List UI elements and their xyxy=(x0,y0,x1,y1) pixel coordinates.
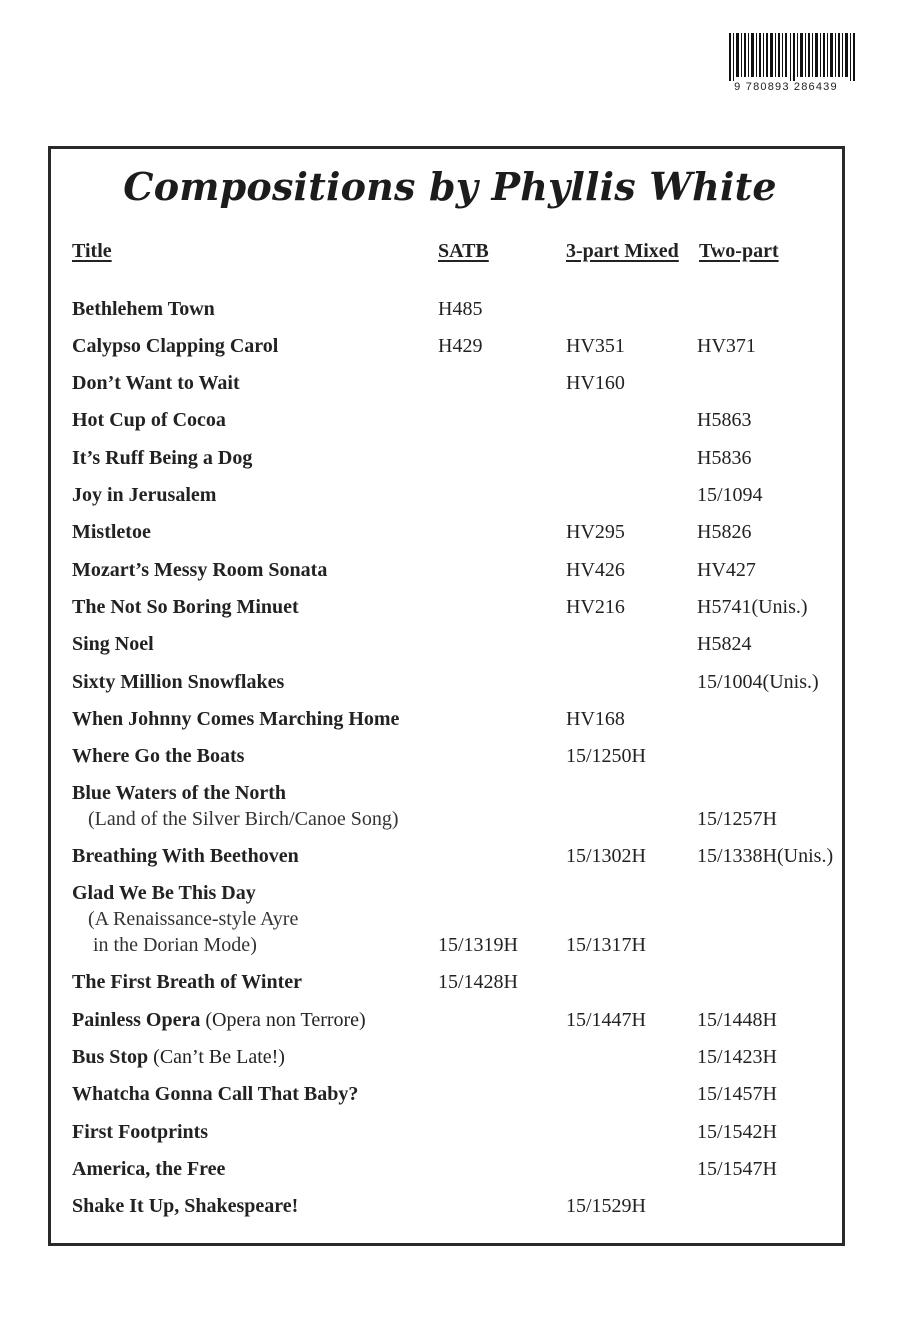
barcode xyxy=(729,33,857,93)
composition-title-text: Hot Cup of Cocoa xyxy=(72,409,226,431)
two-part-code: H5824 xyxy=(697,633,752,655)
two-part-code: HV427 xyxy=(697,559,756,581)
composition-title-text: Whatcha Gonna Call That Baby? xyxy=(72,1083,359,1105)
three-part-code: HV426 xyxy=(566,559,625,581)
composition-title-text: Sixty Million Snowflakes xyxy=(72,671,285,693)
two-part-code: 15/1423H xyxy=(697,1046,777,1068)
composition-subtitle: (Opera non Terrore) xyxy=(200,1009,366,1031)
column-header-satb: SATB xyxy=(438,240,489,262)
two-part-code: 15/1542H xyxy=(697,1121,777,1143)
barcode-bars xyxy=(729,33,857,81)
composition-title-text: Mistletoe xyxy=(72,521,151,543)
satb-code: H429 xyxy=(438,335,483,357)
three-part-code: HV160 xyxy=(566,372,625,394)
composition-subtitle: in the Dorian Mode) xyxy=(93,934,257,956)
two-part-code: HV371 xyxy=(697,335,756,357)
composition-title-text: Shake It Up, Shakespeare! xyxy=(72,1195,299,1217)
two-part-code: 15/1257H xyxy=(697,808,777,830)
composition-title-text: Glad We Be This Day xyxy=(72,882,256,904)
three-part-code: HV295 xyxy=(566,521,625,543)
composition-title xyxy=(72,971,302,994)
composition-title-text: Blue Waters of the North xyxy=(72,782,287,804)
composition-title xyxy=(72,882,256,905)
three-part-code: 15/1529H xyxy=(566,1195,646,1217)
column-header-two-part: Two-part xyxy=(699,240,779,262)
three-part-code: HV168 xyxy=(566,708,625,730)
composition-title xyxy=(72,782,286,805)
composition-title xyxy=(72,298,215,321)
composition-title xyxy=(72,1121,208,1144)
composition-title xyxy=(72,1195,298,1218)
composition-title xyxy=(72,484,216,507)
two-part-code: H5826 xyxy=(697,521,752,543)
composition-title xyxy=(72,409,226,432)
three-part-code: 15/1447H xyxy=(566,1009,646,1031)
satb-code: H485 xyxy=(438,298,483,320)
two-part-code: 15/1338H(Unis.) xyxy=(697,845,834,867)
two-part-code: 15/1094 xyxy=(697,484,763,506)
composition-title-text: The Not So Boring Minuet xyxy=(72,596,299,618)
two-part-code: H5741(Unis.) xyxy=(697,596,808,618)
composition-title-text: First Footprints xyxy=(72,1121,209,1143)
composition-title xyxy=(72,372,240,395)
composition-title xyxy=(72,559,327,582)
three-part-code: 15/1317H xyxy=(566,934,646,956)
composition-title-text: America, the Free xyxy=(72,1158,226,1180)
composition-title-text: Sing Noel xyxy=(72,633,154,655)
composition-title xyxy=(72,671,284,694)
composition-title-text: Painless Opera xyxy=(72,1009,201,1031)
composition-title xyxy=(72,745,244,768)
composition-title-text: When Johnny Comes Marching Home xyxy=(72,708,400,730)
three-part-code: 15/1250H xyxy=(566,745,646,767)
composition-title-text: Joy in Jerusalem xyxy=(72,484,217,506)
composition-title xyxy=(72,335,278,358)
composition-subtitle: (Land of the Silver Birch/Canoe Song) xyxy=(88,808,399,830)
composition-subtitle: (Can’t Be Late!) xyxy=(148,1046,285,1068)
composition-title xyxy=(72,1083,358,1106)
composition-title xyxy=(72,1009,366,1032)
composition-title-text: Mozart’s Messy Room Sonata xyxy=(72,559,328,581)
two-part-code: 15/1547H xyxy=(697,1158,777,1180)
satb-code: 15/1319H xyxy=(438,934,518,956)
two-part-code: 15/1004(Unis.) xyxy=(697,671,819,693)
composition-title xyxy=(72,596,299,619)
composition-title-text: Where Go the Boats xyxy=(72,745,245,767)
satb-code: 15/1428H xyxy=(438,971,518,993)
composition-title-text: It’s Ruff Being a Dog xyxy=(72,447,253,469)
composition-title xyxy=(72,708,399,731)
three-part-code: 15/1302H xyxy=(566,845,646,867)
two-part-code: 15/1457H xyxy=(697,1083,777,1105)
two-part-code: H5836 xyxy=(697,447,752,469)
column-header-title: Title xyxy=(72,240,112,262)
three-part-code: HV216 xyxy=(566,596,625,618)
composition-title-text: Bethlehem Town xyxy=(72,298,215,320)
composition-title xyxy=(72,521,151,544)
composition-title-text: The First Breath of Winter xyxy=(72,971,302,993)
composition-title xyxy=(72,1046,285,1069)
composition-title-text: Breathing With Beethoven xyxy=(72,845,299,867)
composition-title-text: Calypso Clapping Carol xyxy=(72,335,279,357)
composition-title xyxy=(72,1158,225,1181)
three-part-code: HV351 xyxy=(566,335,625,357)
composition-title xyxy=(72,845,299,868)
composition-subtitle: (A Renaissance-style Ayre xyxy=(88,908,299,930)
composition-title-text: Don’t Want to Wait xyxy=(72,372,240,394)
composition-title xyxy=(72,447,252,470)
composition-title-text: Bus Stop xyxy=(72,1046,149,1068)
barcode-number: 9 780893 286439 xyxy=(734,81,838,93)
composition-title xyxy=(72,633,154,656)
column-header-3-part-mixed: 3-part Mixed xyxy=(566,240,679,262)
two-part-code: 15/1448H xyxy=(697,1009,777,1031)
two-part-code: H5863 xyxy=(697,409,752,431)
page-title: Compositions by Phyllis White xyxy=(123,164,777,209)
